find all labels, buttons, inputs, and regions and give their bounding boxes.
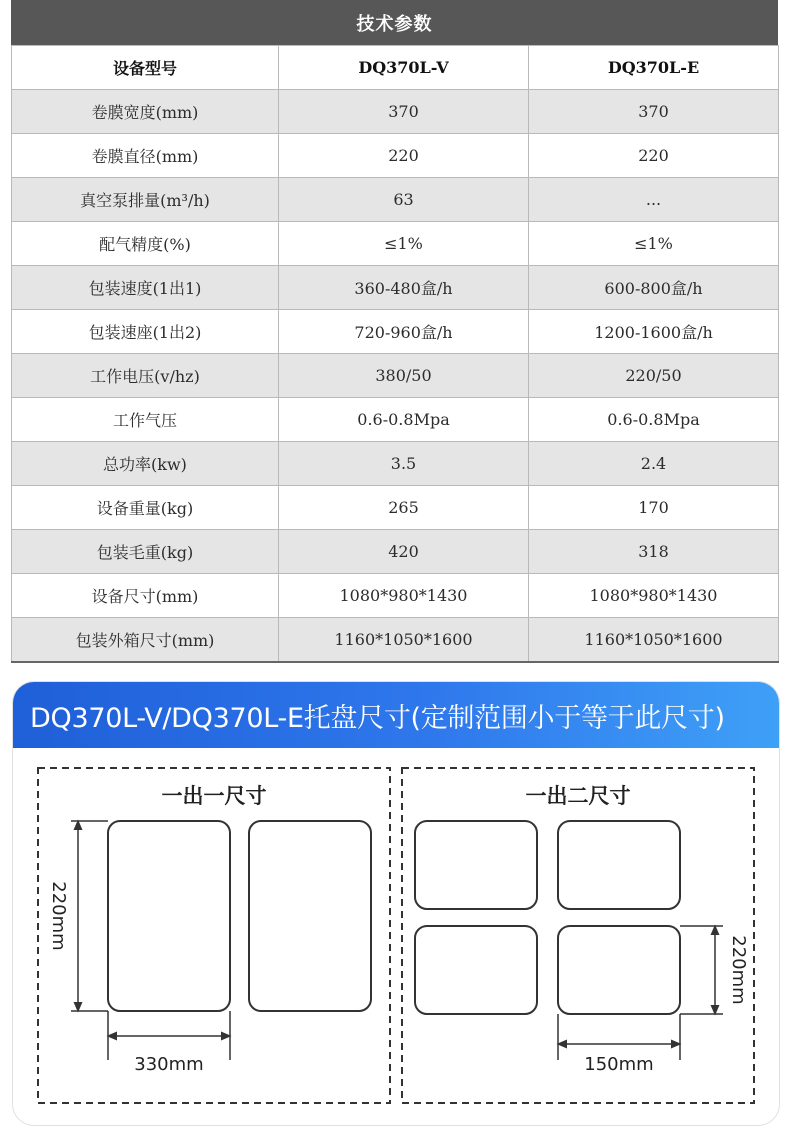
- spec-row: [12, 266, 779, 310]
- spec-value-v-cell: 220: [279, 134, 529, 178]
- spec-label-cell: 真空泵排量(m³/h): [12, 178, 279, 222]
- spec-row: [12, 530, 779, 574]
- tray-outline: [558, 821, 680, 909]
- tray-outline: [108, 821, 230, 1011]
- spec-row: [12, 134, 779, 178]
- tray-diagram-area: [13, 748, 779, 1125]
- spec-value-e-cell: 220/50: [529, 354, 779, 398]
- spec-label-cell: 设备重量(kg): [12, 486, 279, 530]
- spec-row: [12, 310, 779, 354]
- spec-value-e-cell: 370: [529, 90, 779, 134]
- spec-value-v-cell: 380/50: [279, 354, 529, 398]
- left-panel-title: 一出一尺寸: [161, 784, 267, 808]
- spec-label-cell: 包装外箱尺寸(mm): [12, 618, 279, 663]
- left-height-label: 220mm: [48, 881, 69, 951]
- spec-row: [12, 618, 779, 663]
- right-height-label: 220mm: [728, 935, 749, 1005]
- spec-header-row: [12, 46, 779, 90]
- spec-row: [12, 574, 779, 618]
- spec-table-section: [11, 0, 778, 663]
- spec-value-v-cell: 63: [279, 178, 529, 222]
- tray-outline: [415, 821, 537, 909]
- spec-row: [12, 398, 779, 442]
- spec-row: [12, 354, 779, 398]
- spec-value-e-cell: 2.4: [529, 442, 779, 486]
- right-panel-title: 一出二尺寸: [525, 784, 631, 808]
- spec-row: [12, 442, 779, 486]
- tray-outline: [249, 821, 371, 1011]
- left-width-label: 330mm: [134, 1054, 204, 1075]
- spec-label-cell: 卷膜直径(mm): [12, 134, 279, 178]
- spec-label-cell: 工作气压: [12, 398, 279, 442]
- spec-value-v-cell: 360-480盒/h: [279, 266, 529, 310]
- spec-value-e-cell: 1160*1050*1600: [529, 618, 779, 663]
- spec-value-v-cell: ≤1%: [279, 222, 529, 266]
- spec-value-e-cell: 170: [529, 486, 779, 530]
- spec-value-v-cell: 265: [279, 486, 529, 530]
- spec-table: [11, 45, 779, 663]
- spec-value-e-cell: 0.6-0.8Mpa: [529, 398, 779, 442]
- spec-value-e-cell: ≤1%: [529, 222, 779, 266]
- spec-label-cell: 总功率(kw): [12, 442, 279, 486]
- spec-row: [12, 222, 779, 266]
- spec-value-e-cell: 1200-1600盒/h: [529, 310, 779, 354]
- right-width-label: 150mm: [584, 1054, 654, 1075]
- spec-label-cell: 工作电压(v/hz): [12, 354, 279, 398]
- spec-row: [12, 90, 779, 134]
- spec-row: [12, 486, 779, 530]
- spec-value-v-cell: 0.6-0.8Mpa: [279, 398, 529, 442]
- header-cell-label: 设备型号: [12, 46, 279, 90]
- tray-diagram: [13, 748, 779, 1125]
- tray-outline: [415, 926, 537, 1014]
- spec-value-v-cell: 370: [279, 90, 529, 134]
- spec-label-cell: 配气精度(%): [12, 222, 279, 266]
- spec-label-cell: 设备尺寸(mm): [12, 574, 279, 618]
- spec-value-e-cell: 318: [529, 530, 779, 574]
- spec-label-cell: 包装毛重(kg): [12, 530, 279, 574]
- spec-value-v-cell: 1160*1050*1600: [279, 618, 529, 663]
- spec-label-cell: 包装速度(1出1): [12, 266, 279, 310]
- tray-banner-title: DQ370L-V/DQ370L-E托盘尺寸(定制范围小于等于此尺寸): [13, 682, 779, 748]
- spec-value-v-cell: 420: [279, 530, 529, 574]
- spec-row: [12, 178, 779, 222]
- spec-value-v-cell: 3.5: [279, 442, 529, 486]
- spec-value-v-cell: 1080*980*1430: [279, 574, 529, 618]
- spec-label-cell: 包装速座(1出2): [12, 310, 279, 354]
- spec-value-e-cell: 220: [529, 134, 779, 178]
- tray-size-section: [12, 681, 780, 1126]
- spec-value-e-cell: 600-800盒/h: [529, 266, 779, 310]
- spec-value-v-cell: 720-960盒/h: [279, 310, 529, 354]
- spec-table-title: 技术参数: [11, 0, 778, 45]
- header-cell-model-v: DQ370L-V: [279, 46, 529, 90]
- tray-outline: [558, 926, 680, 1014]
- spec-label-cell: 卷膜宽度(mm): [12, 90, 279, 134]
- spec-value-e-cell: ...: [529, 178, 779, 222]
- header-cell-model-e: DQ370L-E: [529, 46, 779, 90]
- spec-value-e-cell: 1080*980*1430: [529, 574, 779, 618]
